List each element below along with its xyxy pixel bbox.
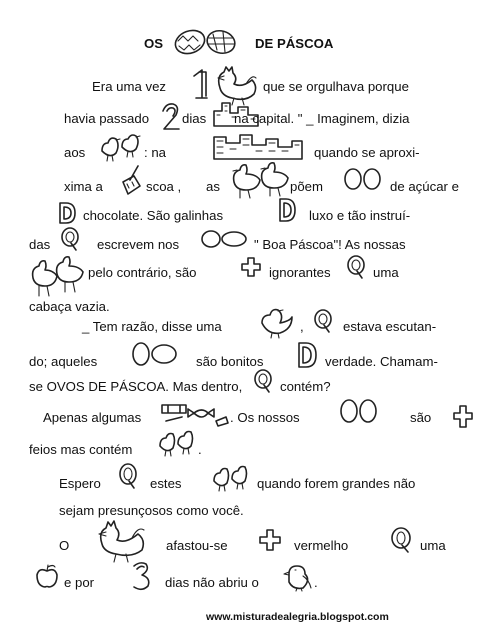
text-segment: se OVOS DE PÁSCOA. Mas dentro, <box>29 379 243 394</box>
title-de-pascoa: DE PÁSCOA <box>255 36 334 51</box>
text-segment: dias <box>182 111 207 126</box>
apple-icon <box>34 562 60 595</box>
letter-q-icon <box>253 368 273 399</box>
text-segment: pelo contrário, são <box>88 265 197 280</box>
title-os: OS <box>144 36 164 51</box>
text-segment: as <box>206 179 220 194</box>
text-segment: e por <box>64 575 95 590</box>
text-segment: . Os nossos <box>230 410 300 425</box>
letter-q-icon <box>346 254 366 285</box>
bird-icon <box>283 560 315 597</box>
hens-icon <box>29 252 87 303</box>
text-segment: sejam presunçosos como você. <box>59 503 244 518</box>
chicks-icon <box>210 463 250 498</box>
cross-plus-icon <box>240 256 262 283</box>
text-segment: uma <box>373 265 399 280</box>
text-segment: chocolate. São galinhas <box>83 208 224 223</box>
two-eggs-icon <box>343 167 383 196</box>
text-segment: são <box>410 410 432 425</box>
two-eggs-icon <box>130 341 180 372</box>
two-eggs-icon <box>200 229 248 254</box>
text-segment: uma <box>420 538 446 553</box>
letter-q-icon <box>118 462 138 495</box>
text-segment: dias não abriu o <box>165 575 259 590</box>
letter-q-icon <box>390 526 412 559</box>
text-segment: estes <box>150 476 182 491</box>
number-two-icon <box>160 102 182 137</box>
text-segment: Apenas algumas <box>43 410 142 425</box>
text-segment: na capital. " _ Imaginem, dizia <box>234 111 410 126</box>
text-segment: afastou-se <box>166 538 228 553</box>
text-segment: scoa , <box>146 179 182 194</box>
letter-d-icon <box>277 197 297 228</box>
text-segment: _ Tem razão, disse uma <box>82 319 222 334</box>
text-segment: cabaça vazia. <box>29 299 110 314</box>
text-segment: aos <box>64 145 86 160</box>
letter-q-icon <box>313 308 333 339</box>
text-segment: . <box>198 442 202 457</box>
text-segment: são bonitos <box>196 354 264 369</box>
text-segment: feios mas contém <box>29 442 133 457</box>
text-segment: verdade. Chamam- <box>325 354 438 369</box>
easter-eggs-icon <box>173 28 239 61</box>
text-segment: ignorantes <box>269 265 331 280</box>
text-segment: das <box>29 237 51 252</box>
text-segment: xima a <box>64 179 103 194</box>
text-segment: de açúcar e <box>390 179 459 194</box>
text-segment: põem <box>290 179 323 194</box>
letter-d-icon <box>296 341 318 374</box>
text-segment: escrevem nos <box>97 237 180 252</box>
chicks-icon <box>156 428 196 463</box>
text-segment: Era uma vez <box>92 79 167 94</box>
shovel-icon <box>118 164 146 203</box>
text-segment: Espero <box>59 476 101 491</box>
text-segment: quando forem grandes não <box>257 476 416 491</box>
cross-plus-icon <box>258 528 282 557</box>
footer-url: www.misturadealegria.blogspot.com <box>206 611 389 623</box>
text-segment: quando se aproxi- <box>314 145 420 160</box>
text-segment: . <box>314 575 318 590</box>
number-one-icon <box>190 68 210 105</box>
text-segment: que se orgulhava porque <box>263 79 409 94</box>
number-three-icon <box>130 560 152 597</box>
text-segment: do; aqueles <box>29 354 98 369</box>
cross-plus-icon <box>452 404 474 435</box>
text-segment: : na <box>144 145 166 160</box>
text-segment: , <box>300 319 304 334</box>
chick-icon <box>258 305 296 344</box>
text-segment: contém? <box>280 379 331 394</box>
text-segment: estava escutan- <box>343 319 437 334</box>
text-segment: O <box>59 538 70 553</box>
text-segment: " Boa Páscoa"! As nossas <box>254 237 406 252</box>
text-segment: vermelho <box>294 538 349 553</box>
chicks-icon <box>98 131 142 168</box>
two-eggs-icon <box>339 397 379 430</box>
text-segment: havia passado <box>64 111 150 126</box>
text-segment: luxo e tão instruí- <box>309 208 411 223</box>
